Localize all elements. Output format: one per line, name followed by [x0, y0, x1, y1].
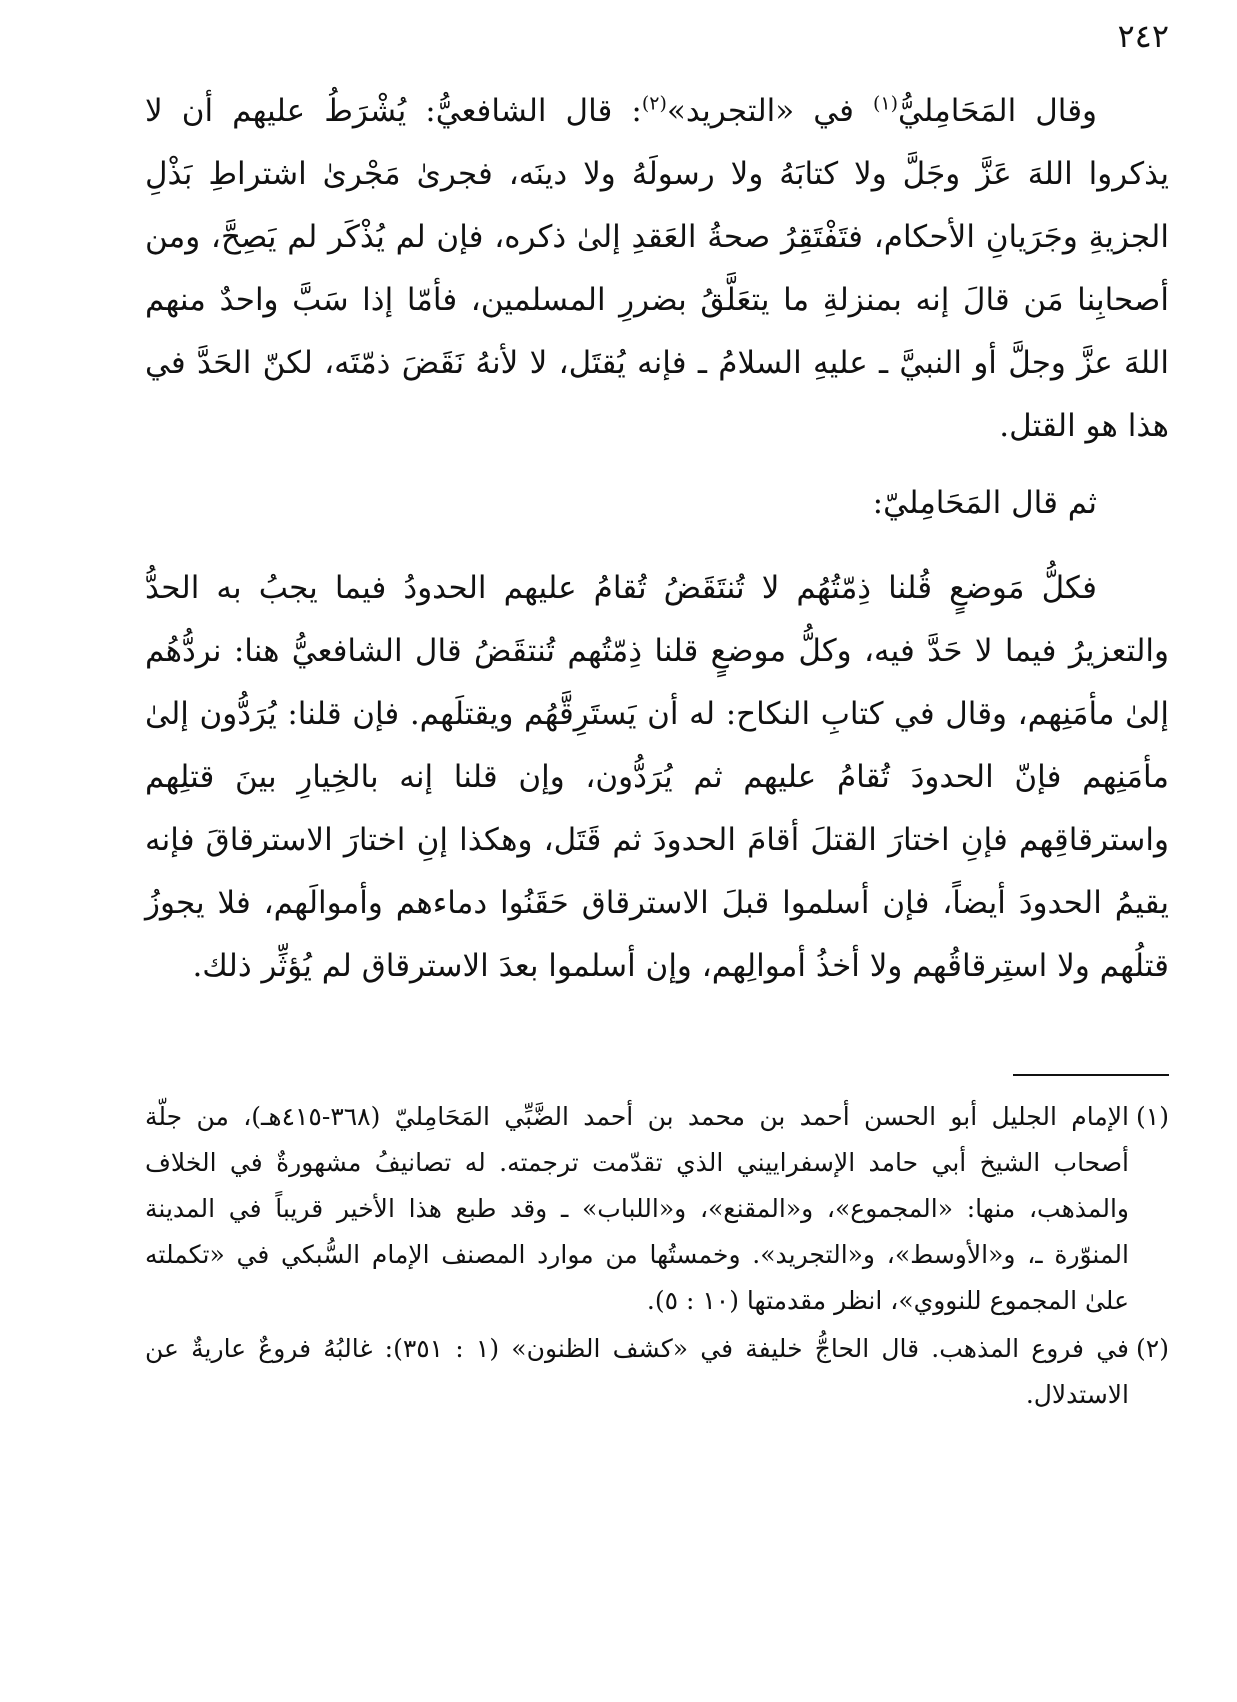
- paragraph-1-body: : قال الشافعيُّ: يُشْرَطُ عليهم أن لا يذكروا اللهَ عَزَّ وجَلَّ ولا كتابَهُ ولا رسولَهُ ولا دينَه، فجرىٰ مَجْرىٰ اشتراطِ بَذْلِ الجزيةِ وجَرَيانِ الأحكام، فتَفْتَقِرُ صحةُ العَقدِ إلىٰ ذكره، فإن لم يُذْكَر لم يَصِحَّ، ومن أصحابِنا مَن قالَ إنه بمنزلةِ ما يتعَلَّقُ بضررِ المسلمين، فأمّا إذا سَبَّ واحدٌ منهم اللهَ عزَّ وجلَّ أو النبيَّ ـ عليهِ السلامُ ـ فإنه يُقتَل، لا لأنهُ نَقَضَ ذمّتَه، لكنّ الحَدَّ في هذا هو القتل.: [145, 93, 1169, 444]
- footnote-2-text: في فروع المذهب. قال الحاجُّ خليفة في «كشف الظنون» (١ : ٣٥١): غالبُهُ فروعٌ عاريةٌ عن الاستدلال.: [145, 1334, 1129, 1409]
- paragraph-1: [145, 80, 1169, 458]
- footnote-1-text: الإمام الجليل أبو الحسن أحمد بن محمد بن أحمد الضَّبِّي المَحَامِليّ (٣٦٨-٤١٥هـ)، من جلّة أصحاب الشيخ أبي حامد الإسفراييني الذي تقدّمت ترجمته. له تصانيفُ مشهورةٌ في الخلاف والمذهب، منها: «المجموع»، و«المقنع»، و«اللباب» ـ وقد طبع هذا الأخير قريباً في المدينة المنوّرة ـ، و«الأوسط»، و«التجريد». وخمستُها من موارد المصنف الإمام السُّبكي في «تكملته علىٰ المجموع للنووي»، انظر مقدمتها (١٠ : ٥).: [145, 1102, 1129, 1315]
- footnote-1-marker: (١): [1136, 1102, 1169, 1131]
- paragraph-1-opening: وقال المَحَامِليُّ: [898, 93, 1097, 129]
- paragraph-1-middle: في «التجريد»: [666, 93, 873, 129]
- footnote-2: [145, 1326, 1169, 1418]
- footnote-ref-1: (١): [872, 92, 899, 115]
- section-heading: ثم قال المَحَامِليّ:: [872, 485, 1097, 521]
- footnote-1: [145, 1094, 1169, 1324]
- footnote-ref-2: (٢): [641, 92, 667, 115]
- paragraph-2: فكلُّ مَوضعٍ قُلنا ذِمّتُهُم لا تُنتَقَضُ تُقامُ عليهم الحدودُ فيما يجبُ به الحدُّ والتعزيرُ فيما لا حَدَّ فيه، وكلُّ موضعٍ قلنا ذِمّتُهم تُنتقَضُ قال الشافعيُّ هنا: نردُّهُم إلىٰ مأمَنِهم، وقال في كتابِ النكاح: له أن يَستَرِقَّهُم ويقتلَهم. فإن قلنا: يُرَدُّون إلىٰ مأمَنِهم فإنّ الحدودَ تُقامُ عليهم ثم يُرَدُّون، وإن قلنا إنه بالخِيارِ بينَ قتلِهم واسترقاقِهم فإنِ اختارَ القتلَ أقامَ الحدودَ ثم قَتَل، وهكذا إنِ اختارَ الاسترقاقَ فإنه يقيمُ الحدودَ أيضاً، فإن أسلموا قبلَ الاسترقاق حَقَنُوا دماءهم وأموالَهم، فلا يجوزُ قتلُهم ولا استِرقاقُهم ولا أخذُ أموالِهم، وإن أسلموا بعدَ الاسترقاق لم يُؤثِّر ذلك.: [145, 570, 1169, 984]
- page-number: ٢٤٢: [1117, 17, 1169, 55]
- footnote-divider: [1013, 1074, 1169, 1076]
- footnotes-section: [145, 1094, 1169, 1418]
- main-text: [145, 80, 1169, 998]
- footnote-2-marker: (٢): [1136, 1334, 1169, 1363]
